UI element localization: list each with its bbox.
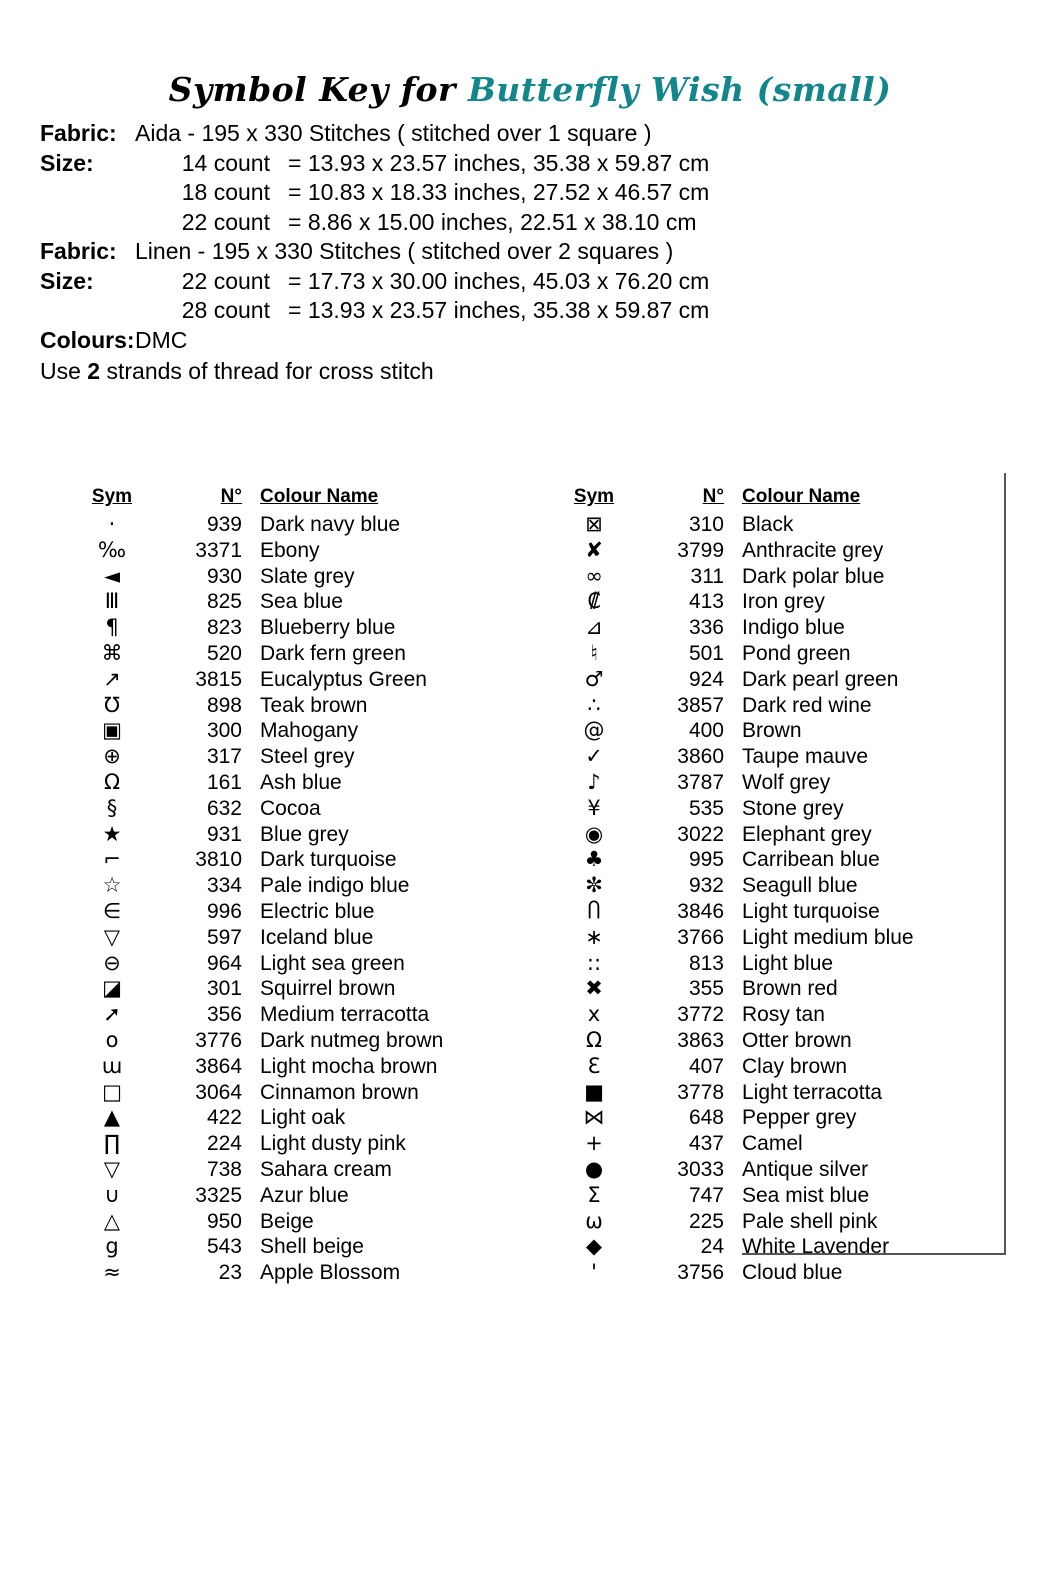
colour-number: 336 (688, 616, 724, 640)
colour-name: Sea blue (260, 590, 343, 614)
colour-name: Brown (742, 719, 802, 743)
colour-number: 747 (688, 1183, 724, 1207)
size-linen-row-1 (40, 267, 1060, 297)
colour-name: Sea mist blue (742, 1183, 870, 1207)
colour-name: Pale shell pink (742, 1209, 878, 1233)
colour-symbol: ⋈ (583, 1105, 605, 1130)
colour-name: Pond green (742, 641, 851, 665)
colour-number: 334 (206, 874, 242, 898)
table-row (557, 1080, 1027, 1106)
colour-symbol: Ⅲ (104, 589, 120, 614)
colour-name: Cloud blue (742, 1261, 843, 1285)
colour-name: Dark polar blue (742, 564, 885, 588)
colour-name: Indigo blue (742, 616, 845, 640)
colour-symbol: · (108, 512, 116, 536)
colour-symbol: ▲ (103, 1105, 121, 1130)
table-row (75, 512, 545, 538)
colour-name: Wolf grey (742, 770, 831, 794)
table-row (557, 1234, 1027, 1260)
table-row (75, 1054, 545, 1080)
symbol-key-tables (0, 485, 1060, 1286)
colour-symbol: ♪ (587, 769, 601, 794)
colour-number: 535 (688, 796, 724, 820)
table-row (557, 1105, 1027, 1131)
size-linen-count-22: 22 count (181, 267, 270, 294)
colours-label: Colours: (40, 326, 135, 353)
colour-number: 597 (206, 925, 242, 949)
colour-number: 407 (688, 1054, 724, 1078)
colour-symbol: Ω (103, 769, 121, 794)
colour-number: 161 (206, 770, 242, 794)
colour-name: Steel grey (260, 745, 355, 769)
colour-number: 950 (206, 1209, 242, 1233)
colour-name: Anthracite grey (742, 538, 884, 562)
colour-number: 3860 (677, 745, 724, 769)
table-row (557, 822, 1027, 848)
colour-name: Dark nutmeg brown (260, 1028, 444, 1052)
colour-number: 964 (206, 951, 242, 975)
table-row (557, 951, 1027, 977)
colour-symbol: ∗ (585, 924, 603, 949)
colour-name: Light turquoise (742, 899, 880, 923)
colour-number: 3846 (677, 899, 724, 923)
colour-symbol: ↗ (103, 666, 121, 691)
colour-symbol: ⊖ (103, 950, 121, 975)
table-header-row (75, 485, 545, 512)
colour-symbol: ◆ (585, 1234, 603, 1259)
colour-number: 224 (206, 1132, 242, 1156)
colour-symbol: ✼ (585, 873, 603, 898)
colour-name: Slate grey (260, 564, 355, 588)
colour-number: 3815 (195, 667, 242, 691)
colour-number: 898 (206, 693, 242, 717)
strands-count: 2 (87, 358, 101, 384)
fabric-linen-row (40, 237, 1060, 267)
colour-symbol: Ⴖ (587, 898, 601, 923)
table-row (557, 538, 1027, 564)
document-page (0, 70, 1060, 1570)
colour-name: Elephant grey (742, 822, 872, 846)
size-aida-count-14: 14 count (181, 149, 270, 176)
table-row (557, 1157, 1027, 1183)
size-linen-count-28: 28 count (181, 297, 270, 323)
table-row (75, 1131, 545, 1157)
colours-row (40, 326, 1060, 356)
colour-number: 3772 (677, 1003, 724, 1027)
title-main-text: Symbol Key for (168, 70, 468, 109)
colour-symbol: ■ (584, 1079, 604, 1104)
table-row (75, 873, 545, 899)
colour-symbol: ∈ (102, 898, 122, 923)
fabric-aida-row (40, 119, 1060, 149)
colour-name: Camel (742, 1132, 803, 1156)
size-linen-value-22: = 17.73 x 30.00 inches, 45.03 x 76.20 cm (288, 267, 710, 294)
table-row (557, 693, 1027, 719)
strands-post-text: strands of thread for cross stitch (100, 358, 434, 384)
table-row (557, 1209, 1027, 1235)
colour-name: Shell beige (260, 1235, 364, 1259)
colour-symbol: ✘ (585, 537, 603, 562)
colour-number: 3810 (195, 848, 242, 872)
colour-symbol: ✖ (585, 976, 603, 1001)
colour-number: 24 (700, 1235, 724, 1259)
colour-symbol: ▽ (103, 924, 121, 949)
colour-symbol: △ (103, 1208, 121, 1233)
table-row (557, 667, 1027, 693)
colour-name: Clay brown (742, 1054, 848, 1078)
colour-name: Rosy tan (742, 1003, 825, 1027)
colour-name: Light mocha brown (260, 1054, 438, 1078)
colour-name: Cinnamon brown (260, 1080, 419, 1104)
table-row (557, 718, 1027, 744)
table-row (75, 899, 545, 925)
colour-name: Mahogany (260, 719, 359, 743)
colour-symbol: Ɛ (587, 1053, 601, 1078)
table-row (557, 1002, 1027, 1028)
colour-name: Stone grey (742, 796, 844, 820)
size-linen-row-2 (40, 296, 1060, 326)
colour-number: 3756 (677, 1261, 724, 1285)
colour-symbol: ▣ (102, 718, 122, 743)
page-title (0, 70, 1060, 109)
table-row (75, 796, 545, 822)
colour-symbol: ‰ (97, 537, 127, 562)
colour-number: 3778 (677, 1080, 724, 1104)
colour-name: Ash blue (260, 770, 342, 794)
colour-number: 3864 (195, 1054, 242, 1078)
colour-symbol: § (106, 795, 118, 820)
size-linen-value-28: = 13.93 x 23.57 inches, 35.38 x 59.87 cm (288, 297, 710, 323)
colour-number: 311 (690, 564, 724, 588)
colour-name: White Lavender (742, 1235, 890, 1259)
table-row (557, 512, 1027, 538)
colour-number: 3799 (677, 538, 724, 562)
colour-symbol: ✓ (585, 744, 603, 769)
colour-name: Azur blue (260, 1183, 349, 1207)
table-row (557, 589, 1027, 615)
colour-symbol: ● (584, 1156, 604, 1181)
colour-name: Brown red (742, 977, 838, 1001)
size-aida-count-22: 22 count (181, 208, 270, 235)
colour-symbol: ∪ (104, 1182, 120, 1207)
colour-symbol: Σ (587, 1182, 601, 1207)
colour-number: 3033 (677, 1157, 724, 1181)
colour-symbol: ∴ (587, 692, 601, 717)
table-row (75, 822, 545, 848)
colour-number: 422 (206, 1106, 242, 1130)
colour-number: 400 (688, 719, 724, 743)
colour-symbol: ◄ (103, 563, 121, 588)
table-row (557, 899, 1027, 925)
colour-symbol: ω (585, 1208, 603, 1233)
header-sym-right: Sym (573, 486, 615, 507)
colour-name: Otter brown (742, 1028, 852, 1052)
colour-number: 501 (688, 641, 724, 665)
size-linen-label: Size: (40, 267, 94, 294)
colour-name: Teak brown (260, 693, 368, 717)
colour-number: 355 (688, 977, 724, 1001)
table-row (75, 1002, 545, 1028)
colour-symbol: Ω (585, 1027, 603, 1052)
colour-symbol: ¶ (105, 615, 119, 640)
table-row (75, 1105, 545, 1131)
colour-symbol: + (585, 1131, 603, 1156)
colour-number: 520 (206, 641, 242, 665)
colour-symbol: g (105, 1234, 119, 1259)
colour-number: 3022 (677, 822, 724, 846)
table-row (75, 1183, 545, 1209)
colour-symbol: @ (583, 718, 605, 743)
colour-name: Dark fern green (260, 641, 406, 665)
colour-number: 995 (688, 848, 724, 872)
colour-number: 931 (206, 822, 242, 846)
colour-symbol: x (587, 1002, 601, 1027)
colour-number: 930 (206, 564, 242, 588)
table-row (75, 693, 545, 719)
colour-name: Light medium blue (742, 925, 914, 949)
colour-name: Light oak (260, 1106, 346, 1130)
table-row (557, 641, 1027, 667)
colour-name: Beige (260, 1209, 314, 1233)
colour-number: 23 (218, 1261, 242, 1285)
size-aida-value-14: = 13.93 x 23.57 inches, 35.38 x 59.87 cm (288, 149, 710, 176)
colour-name: Dark navy blue (260, 513, 401, 536)
colour-number: 301 (206, 977, 242, 1001)
table-row (557, 1131, 1027, 1157)
colour-name: Light dusty pink (260, 1132, 406, 1156)
header-name-left: Colour Name (260, 486, 379, 507)
table-row (557, 873, 1027, 899)
table-row (75, 1209, 545, 1235)
colour-name: Squirrel brown (260, 977, 396, 1001)
colour-number: 738 (206, 1157, 242, 1181)
header-num-left: N° (220, 486, 242, 507)
table-row (557, 1260, 1027, 1286)
colour-name: Blue grey (260, 822, 349, 846)
colour-number: 939 (206, 513, 242, 536)
colour-name: Pale indigo blue (260, 874, 410, 898)
colour-name: Ebony (260, 538, 320, 562)
colour-name: Electric blue (260, 899, 375, 923)
colour-symbol: ≈ (103, 1260, 121, 1285)
colour-number: 813 (688, 951, 724, 975)
colour-symbol: ⊿ (585, 615, 603, 640)
colour-name: Taupe mauve (742, 745, 869, 769)
table-row (75, 951, 545, 977)
colour-number: 3857 (677, 693, 724, 717)
colour-number: 310 (688, 513, 724, 536)
colour-name: Black (742, 513, 794, 536)
table-row (557, 1028, 1027, 1054)
colour-name: Dark red wine (742, 693, 872, 717)
colour-number: 300 (206, 719, 242, 743)
colour-symbol: ¥ (587, 795, 601, 820)
fabric-aida-label: Fabric: (40, 120, 117, 146)
colour-symbol: ⊠ (585, 512, 603, 536)
colour-name: Iceland blue (260, 925, 374, 949)
table-row (557, 564, 1027, 590)
colour-number: 3371 (195, 538, 242, 562)
colour-name: Iron grey (742, 590, 825, 614)
colour-name: Light blue (742, 951, 834, 975)
size-aida-count-18: 18 count (181, 179, 270, 205)
colour-symbol: ▽ (103, 1156, 121, 1181)
colour-symbol: ♂ (584, 666, 604, 691)
specifications-block (0, 119, 1060, 387)
colour-number: 3863 (677, 1028, 724, 1052)
size-aida-row-3 (40, 208, 1060, 238)
colour-symbol: □ (102, 1079, 122, 1104)
colour-number: 823 (206, 616, 242, 640)
colour-number: 632 (206, 796, 242, 820)
colour-number: 3766 (677, 925, 724, 949)
colour-name: Pepper grey (742, 1106, 857, 1130)
colour-number: 648 (688, 1106, 724, 1130)
table-row (75, 1157, 545, 1183)
colour-name: Carribean blue (742, 848, 880, 872)
colour-number: 3325 (195, 1183, 242, 1207)
colour-name: Sahara cream (260, 1157, 392, 1181)
size-aida-value-22: = 8.86 x 15.00 inches, 22.51 x 38.10 cm (288, 208, 697, 235)
colour-name: Apple Blossom (260, 1261, 401, 1285)
table-row (75, 744, 545, 770)
colour-symbol: ★ (102, 821, 122, 846)
colour-symbol: ∏ (104, 1131, 120, 1156)
colour-name: Dark pearl green (742, 667, 899, 691)
colour-name: Blueberry blue (260, 616, 396, 640)
colour-symbol: ◪ (102, 976, 122, 1001)
fabric-linen-value: Linen - 195 x 330 Stitches ( stitched over 2 squares ) (135, 238, 674, 264)
table-row (557, 1183, 1027, 1209)
table-row (75, 925, 545, 951)
colour-number: 356 (206, 1003, 242, 1027)
fabric-linen-label: Fabric: (40, 238, 117, 264)
colour-symbol: ◉ (584, 821, 604, 846)
colour-symbol: ℧ (103, 692, 121, 717)
colour-number: 825 (206, 590, 242, 614)
table-row (75, 1028, 545, 1054)
size-aida-label: Size: (40, 149, 94, 176)
table-row (75, 1234, 545, 1260)
colour-symbol: ɯ (101, 1053, 123, 1078)
colour-symbol: o (105, 1027, 119, 1052)
header-sym-left: Sym (91, 486, 133, 507)
table-row (557, 847, 1027, 873)
size-aida-row-1 (40, 149, 1060, 179)
strands-instruction (40, 357, 1060, 387)
colour-number: 543 (206, 1235, 242, 1259)
colour-symbol: ⌘ (101, 640, 123, 665)
table-row (75, 847, 545, 873)
colour-name: Light sea green (260, 951, 405, 975)
colour-name: Dark turquoise (260, 848, 397, 872)
colour-symbol: ∞ (585, 563, 603, 588)
table-row (557, 1054, 1027, 1080)
table-row (557, 744, 1027, 770)
colour-number: 3776 (195, 1028, 242, 1052)
table-row (557, 976, 1027, 1002)
colour-symbol: ☆ (102, 873, 122, 898)
colour-symbol: ₡ (587, 589, 601, 614)
symbol-table-right (557, 485, 1027, 1286)
colour-number: 437 (688, 1132, 724, 1156)
size-aida-value-18: = 10.83 x 18.33 inches, 27.52 x 46.57 cm (288, 179, 710, 205)
colours-value: DMC (135, 326, 188, 353)
colour-number: 3064 (195, 1080, 242, 1104)
colour-name: Cocoa (260, 796, 321, 820)
colour-number: 225 (688, 1209, 724, 1233)
table-row (557, 925, 1027, 951)
title-accent-text: Butterfly Wish (small) (467, 70, 892, 109)
table-row (75, 770, 545, 796)
colour-name: Light terracotta (742, 1080, 883, 1104)
colour-number: 996 (206, 899, 242, 923)
table-row (557, 770, 1027, 796)
colour-name: Medium terracotta (260, 1003, 430, 1027)
colour-name: Seagull blue (742, 874, 858, 898)
colour-symbol: ♮ (590, 640, 598, 665)
colour-name: Eucalyptus Green (260, 667, 427, 691)
colour-number: 932 (688, 874, 724, 898)
colour-number: 3787 (677, 770, 724, 794)
table-row (75, 538, 545, 564)
table-row (75, 615, 545, 641)
colour-symbol: ➚ (103, 1002, 121, 1027)
table-row (75, 641, 545, 667)
table-row (75, 976, 545, 1002)
colour-symbol: ♣ (584, 847, 604, 872)
colour-name: Antique silver (742, 1157, 869, 1181)
colour-number: 924 (688, 667, 724, 691)
table-row (75, 589, 545, 615)
table-row (75, 1080, 545, 1106)
size-aida-row-2 (40, 178, 1060, 208)
table-row (557, 796, 1027, 822)
table-row (557, 615, 1027, 641)
colour-symbol: ⌐ (103, 847, 121, 872)
symbol-table-left (75, 485, 545, 1286)
header-name-right: Colour Name (742, 486, 861, 507)
fabric-aida-value: Aida - 195 x 330 Stitches ( stitched over 1 square ) (135, 120, 652, 146)
colour-number: 317 (206, 745, 242, 769)
table-header-row (557, 485, 1027, 512)
table-row (75, 1260, 545, 1286)
colour-symbol: :: (586, 950, 602, 975)
strands-pre-text: Use (40, 358, 88, 384)
colour-symbol: ⊕ (103, 744, 121, 769)
table-row (75, 564, 545, 590)
colour-symbol: ꞌ (591, 1260, 597, 1285)
header-num-right: N° (702, 486, 724, 507)
table-row (75, 667, 545, 693)
colour-number: 413 (688, 590, 724, 614)
table-row (75, 718, 545, 744)
